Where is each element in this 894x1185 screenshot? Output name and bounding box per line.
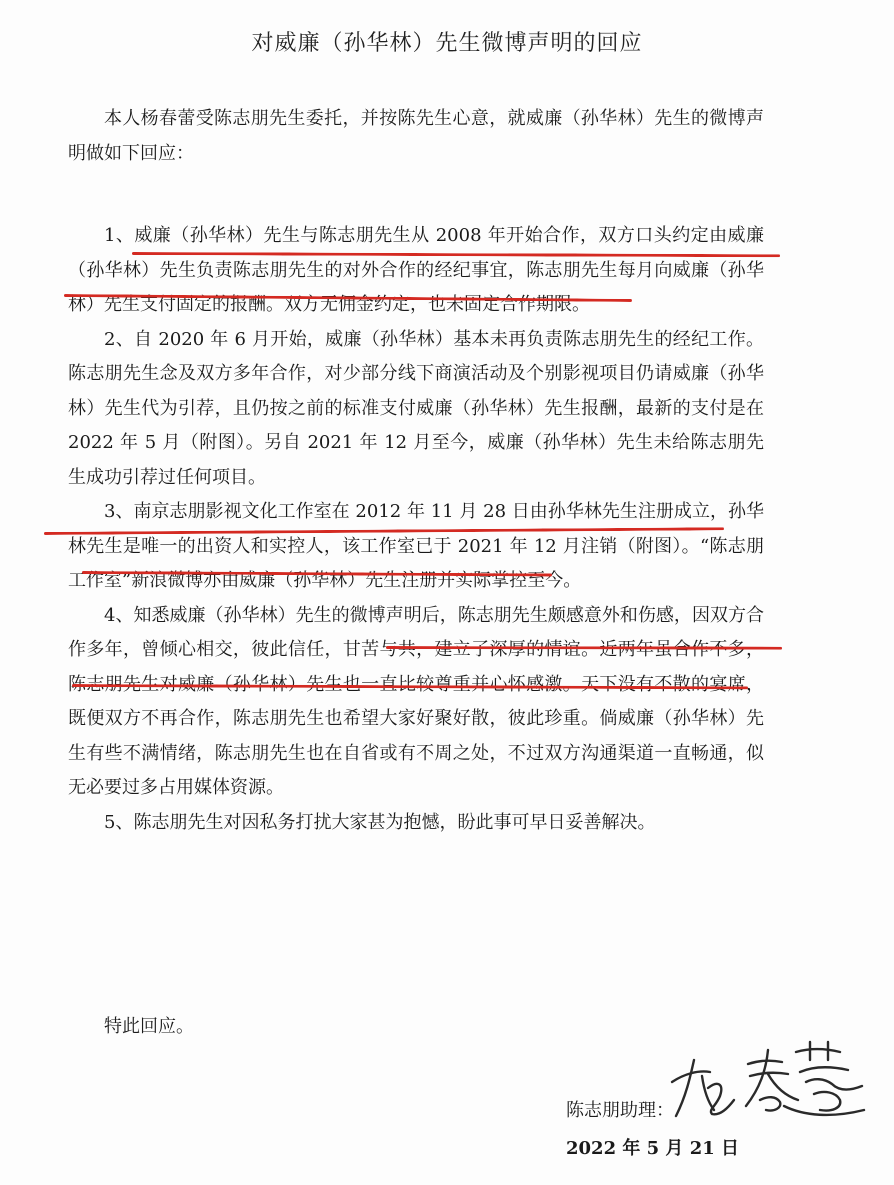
signer-label: 陈志朋助理： [566,1100,674,1121]
intro-paragraph: 本人杨春蕾受陈志朋先生委托，并按陈先生心意，就威廉（孙华林）先生的微博声明做如下回应： [68,108,764,164]
paragraph-4: 4、知悉威廉（孙华林）先生的微博声明后，陈志朋先生颇感意外和伤感，因双方合作多年，曾倾心相交，彼此信任，甘苦与共，建立了深厚的情谊。近两年虽合作不多，陈志朋先生对威廉（孙华林）先生也一直比较尊重并心怀感激。天下没有不散的宴席，既便双方不再合作，陈志朋先生也希望大家好聚好散，彼此珍重。倘威廉（孙华林）先生有些不满情绪，陈志朋先生也在自省或有不周之处，不过双方沟通渠道一直畅通，似无必要过多占用媒体资源。 [68,604,764,798]
handwritten-signature [664,1030,874,1130]
document-title: 对威廉（孙华林）先生微博声明的回应 [251,31,643,56]
paragraph-1: 1、威廉（孙华林）先生与陈志朋先生从 2008 年开始合作，双方口头约定由威廉（孙华林）先生负责陈志朋先生的对外合作的经纪事宜，陈志朋先生每月向威廉（孙华林）先生支付固定的报酬。双方无佣金约定，也未固定合作期限。 [68,225,764,315]
paragraph-3: 3、南京志朋影视文化工作室在 2012 年 11 月 28 日由孙华林先生注册成立，孙华林先生是唯一的出资人和实控人，该工作室已于 2021 年 12 月注销（附图）。“陈志朋工作室”新浪微博亦由威廉（孙华林）先生注册并实际掌控至今。 [68,501,764,591]
paragraph-2: 2、自 2020 年 6 月开始，威廉（孙华林）基本未再负责陈志朋先生的经纪工作。陈志朋先生念及双方多年合作，对少部分线下商演活动及个别影视项目仍请威廉（孙华林）先生代为引荐，且仍按之前的标准支付威廉（孙华林）先生报酬，最新的支付是在 2022 年 5 月（附图）。另自 2021 年 12 月至今，威廉（孙华林）先生未给陈志朋先生成功引荐过任何项目。 [68,328,764,488]
document-date: 2022 年 5 月 21 日 [566,1138,740,1159]
document-body [68,102,764,840]
closing-line: 特此回应。 [104,1016,194,1037]
paragraph-5: 5、陈志朋先生对因私务打扰大家甚为抱憾，盼此事可早日妥善解决。 [104,811,656,833]
